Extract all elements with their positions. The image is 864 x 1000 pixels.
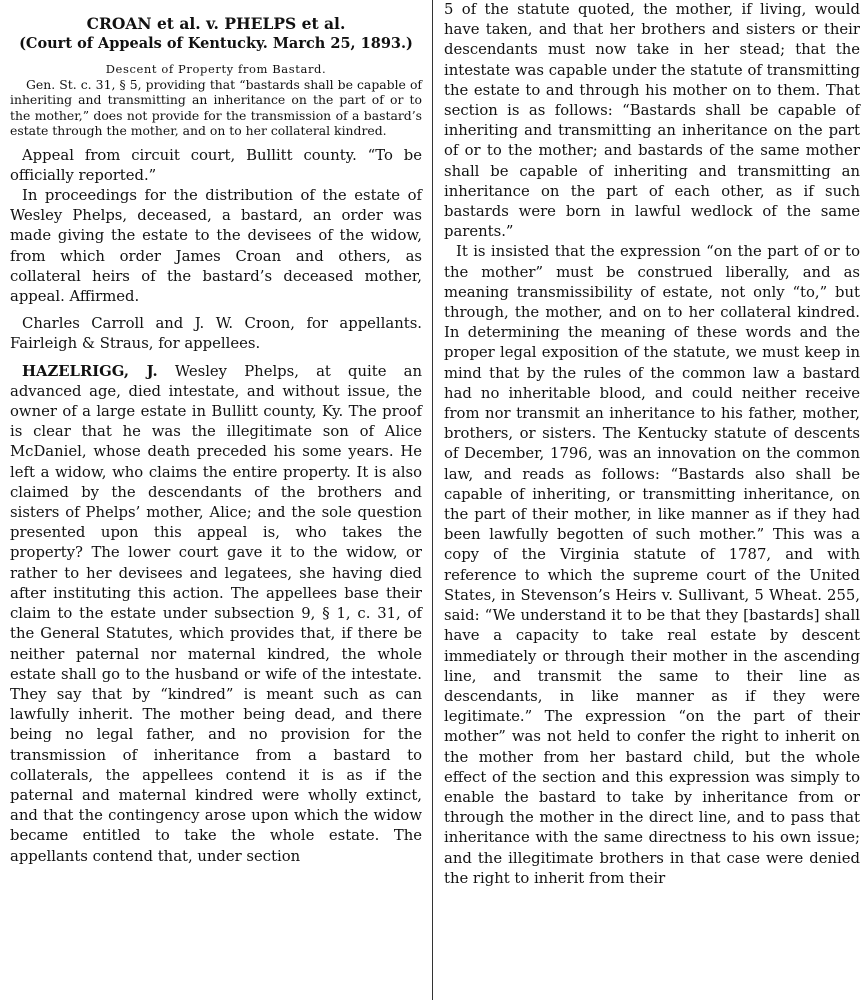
opinion-paragraph-1 [10, 362, 422, 867]
column-divider [432, 0, 433, 1000]
opinion-paragraph-2: It is insisted that the expression “on the part of or to the mother” must be construed liberally, and as meaning transmissibility of estate, not only “to,” but through, the mother, and on to her collateral kindred. In determining the meaning of these words and the proper legal exposition of the statute, we must keep in mind that by the rules of the common law a bastard had no inheritable blood, and could neither receive from nor transmit an inheritance to his father, mother, brothers, or sisters. The Kentucky statute of descents of December, 1796, was an innovation on the common law, and reads as follows: “Bastards also shall be capable of inheriting, or transmitting inheritance, on the part of their mother, in like manner as if they had been lawfully begotten of such mother.” This was a copy of the Virginia statute of 1787, and with reference to which the supreme court of the United States, in Stevenson’s Heirs v. Sullivant, 5 Wheat. 255, said: “We understand it to be that they [bastards] shall have a capacity to take real estate by descent immediately or through their mother in the ascending line, and transmit the same to their line as descendants, in like manner as if they were legitimate.” The expression “on the part of their mother” was not held to confer the right to inherit on the mother from her bastard child, but the whole effect of the section and this expression was simply to enable the bastard to take by inheritance from or through the mother in the direct line, and to pass that inheritance with the same directness to his own issue; and the illegitimate brothers in that case were denied the right to inherit from their [444, 243, 860, 887]
right-column [444, 0, 860, 889]
case-summary: In proceedings for the distribution of the estate of Wesley Phelps, deceased, a bastard, an order was made giving the estate to the devisees of the widow, from which order James Croan and others, as collateral heirs of the bastard’s deceased mother, appeal. Affirmed. [10, 187, 422, 306]
counsel-line: Charles Carroll and J. W. Croon, for appellants. Fairleigh & Straus, for appellees. [10, 315, 422, 353]
headnote-title: Descent of Property from Bastard. [105, 62, 327, 76]
opinion-text-left: Wesley Phelps, at quite an advanced age, died intestate, and without issue, the owner of a large estate in Bullitt county, Ky. The proof is clear that he was the illegitimate son of Alice McDaniel, whose death preceded his some years. He left a widow, who claims the entire property. It is also claimed by the descendants of the brothers and sisters of Phelps’ mother, Alice; and the sole question presented upon this appeal is, who takes the property? The lower court gave it to the widow, or rather to her devisees and legatees, she having died after instituting this action. The appellees base their claim to the estate under subsection 9, § 1, c. 31, of the General Statutes, which provides that, if there be neither paternal nor maternal kindred, the whole estate shall go to the husband or wife of the intestate. They say that by “kindred” is meant such as can lawfully inherit. The mother being dead, and there being no legal father, and no provision for the transmission of inheritance from a bastard to collaterals, the appellees contend it is as if the paternal and maternal kindred were wholly extinct, and that the contingency arose upon which the widow became entitled to take the whole estate. The appellants contend that, under section [10, 362, 422, 865]
headnote: Gen. St. c. 31, § 5, providing that “bastards shall be capable of inheriting and transmitting an inheritance on the part of or to the mother,” does not provide for the transmission of a bastard’s estate through the mother, and on to her collateral kindred. [10, 77, 422, 139]
court-line: (Court of Appeals of Kentucky. March 25, 1893.) [19, 35, 413, 52]
left-column [10, 0, 422, 867]
judge-name: HAZELRIGG, J. [22, 362, 158, 380]
appeal-line: Appeal from circuit court, Bullitt county. “To be officially reported.” [10, 146, 422, 184]
case-title: CROAN et al. v. PHELPS et al. [86, 14, 346, 33]
opinion-continuation: 5 of the statute quoted, the mother, if living, would have taken, and that her brothers and sisters or their descendants must now take in her stead; that the intestate was capable under the statute of transmitting the estate to and through his mother on to them. That section is as follows: “Bastards shall be capable of inheriting and transmitting an inheritance on the part of or to the mother; and bastards of the same mother shall be capable of inheriting and transmitting an inheritance on the part of each other, as if such bastards were born in lawful wedlock of the same parents.” [444, 1, 860, 241]
